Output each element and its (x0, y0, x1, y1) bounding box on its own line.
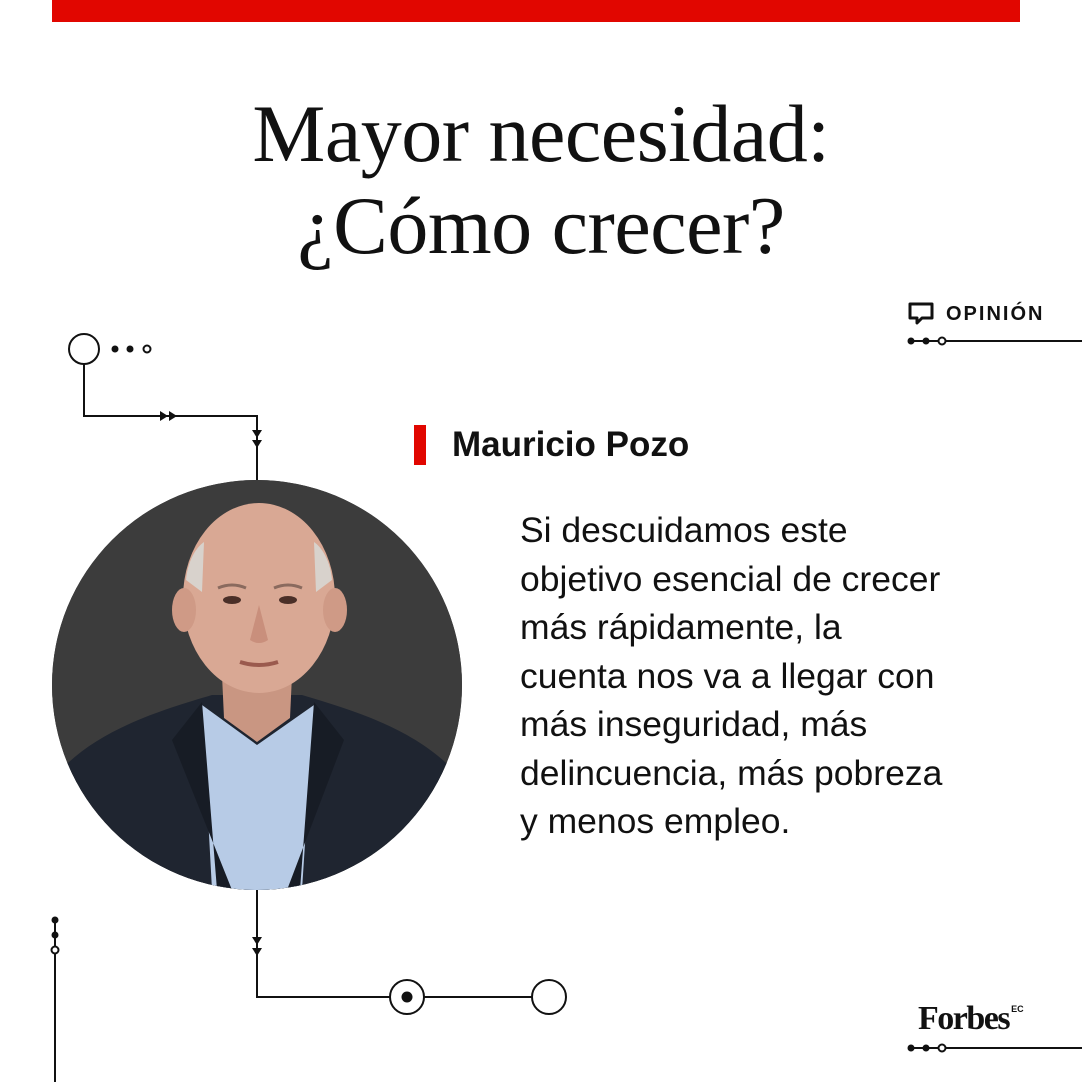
circuit-line-lower (257, 890, 390, 997)
quote-line: delincuencia, más pobreza (520, 752, 943, 793)
quote-text (520, 506, 1060, 846)
author-name: Mauricio Pozo (452, 425, 690, 464)
left-node-open (52, 947, 59, 954)
section-badge (906, 300, 1044, 328)
quote-line: objetivo esencial de crecer (520, 558, 941, 599)
brand-wordmark: Forbes (918, 1000, 1010, 1037)
speech-bubble-icon (906, 301, 938, 327)
author-portrait (52, 480, 462, 890)
quote-line: más rápidamente, la (520, 607, 842, 647)
node-circle-large (69, 334, 99, 364)
arrow-right-icon (160, 411, 168, 421)
quote-line: Si descuidamos este (520, 510, 848, 550)
circuit-line-upper (84, 364, 257, 480)
arrow-down-icon (252, 430, 262, 438)
quote-line: cuenta nos va a llegar con (520, 655, 935, 696)
author-heading (414, 424, 689, 466)
quote-line: más inseguridad, más (520, 704, 868, 744)
section-label: OPINIÓN (946, 302, 1045, 325)
brand-edition: EC (1011, 1004, 1024, 1014)
author-marker (414, 425, 426, 465)
headline-line-1: Mayor necesidad: (252, 88, 830, 179)
portrait-illustration (52, 480, 462, 890)
node-circle-small (144, 346, 151, 353)
brand-logo (918, 1000, 1024, 1040)
quote-line: y menos empleo. (520, 801, 791, 841)
end-node (532, 980, 566, 1014)
headline-line-2: ¿Cómo crecer? (297, 180, 785, 271)
